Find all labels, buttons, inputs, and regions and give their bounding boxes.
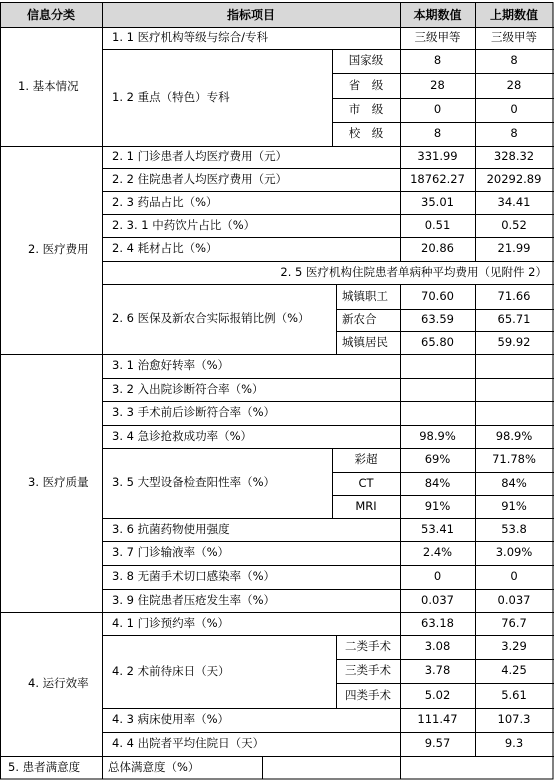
row-label: 2. 2 住院患者人均医疗费用（元） — [112, 171, 288, 186]
sub-label: 省 级 — [348, 77, 384, 92]
row-label: 3. 5 大型设备检查阳性率（%） — [112, 475, 276, 490]
section-cost: 2. 医疗费用 — [28, 242, 89, 257]
row-current: 65.80 — [421, 334, 454, 349]
row-label: 3. 9 住院患者压疮发生率（%） — [112, 592, 276, 607]
section-basic: 1. 基本情况 — [18, 78, 79, 93]
row-current: 331.99 — [417, 149, 458, 164]
row-previous: 76.7 — [501, 615, 527, 630]
row-current: 0.51 — [424, 217, 451, 232]
row-previous: 98.9% — [495, 428, 533, 443]
row-label: 2. 3. 1 中药饮片占比（%） — [112, 217, 256, 232]
row-previous: 0.52 — [501, 217, 527, 232]
row-label: 1. 1 医疗机构等级与综合/专科 — [112, 30, 268, 45]
row-current: 9.57 — [424, 736, 451, 751]
row-previous: 53.8 — [501, 521, 527, 536]
sub-label: 彩超 — [354, 452, 378, 467]
row-label: 总体满意度（%） — [108, 759, 200, 774]
row-label: 2. 4 耗材占比（%） — [112, 241, 218, 256]
sub-label: 四类手术 — [345, 687, 391, 702]
row-previous: 3.09% — [495, 545, 533, 560]
row-label: 3. 6 抗菌药物使用强度 — [112, 521, 230, 536]
row-current: 0.037 — [421, 592, 454, 607]
row-previous: 59.92 — [497, 334, 531, 349]
sub-label: MRI — [355, 498, 377, 513]
sub-label: 新农合 — [342, 312, 377, 327]
header-current: 本期数值 — [400, 2, 475, 27]
row-current: 28 — [430, 77, 445, 92]
row-label: 2. 3 药品占比（%） — [112, 194, 218, 209]
sub-label: 校 级 — [348, 126, 384, 141]
row-previous: 三级甲等 — [491, 30, 537, 45]
section-quality: 3. 医疗质量 — [28, 475, 89, 490]
row-previous: 8 — [510, 53, 518, 68]
row-previous: 20292.89 — [486, 171, 542, 186]
sub-label: 城镇居民 — [342, 334, 388, 349]
row-label: 2. 1 门诊患者人均医疗费用（元） — [112, 149, 288, 164]
header-previous: 上期数值 — [475, 2, 553, 27]
sub-label: 城镇职工 — [342, 288, 388, 303]
section-efficiency: 4. 运行效率 — [28, 676, 89, 691]
row-previous: 65.71 — [497, 312, 531, 327]
row-label: 4. 1 门诊预约率（%） — [112, 615, 230, 630]
row-current: 63.18 — [421, 615, 454, 630]
row-previous: 107.3 — [497, 712, 531, 727]
row-current: 5.02 — [424, 687, 451, 702]
row-label: 2. 6 医保及新农合实际报销比例（%） — [112, 311, 310, 326]
row-label: 4. 4 出院者平均住院日（天） — [112, 736, 265, 751]
header-indicator: 指标项目 — [102, 2, 400, 27]
row-previous: 21.99 — [497, 241, 531, 256]
row-previous: 0 — [510, 102, 518, 117]
row-current: 3.78 — [424, 663, 451, 678]
row-previous: 28 — [506, 77, 522, 92]
row-previous: 71.66 — [497, 288, 531, 303]
row-previous: 34.41 — [497, 194, 531, 209]
row-previous: 71.78% — [492, 452, 536, 467]
row-label: 2. 5 医疗机构住院患者单病种平均费用（见附件 2） — [280, 264, 547, 279]
sub-label: CT — [358, 475, 374, 490]
row-current: 18762.27 — [410, 171, 465, 186]
row-label: 1. 2 重点（特色）专科 — [112, 89, 230, 104]
row-current: 63.59 — [421, 312, 454, 327]
row-label: 3. 2 入出院诊断符合率（%） — [112, 381, 264, 396]
row-current: 111.47 — [417, 712, 458, 727]
row-previous: 5.61 — [501, 687, 527, 702]
row-current: 0 — [433, 569, 442, 584]
row-current: 53.41 — [421, 521, 454, 536]
sub-label: 三类手术 — [345, 663, 391, 678]
row-current: 84% — [424, 475, 451, 490]
header-category: 信息分类 — [0, 2, 102, 27]
row-previous: 328.32 — [493, 149, 535, 164]
row-current: 91% — [424, 498, 451, 513]
row-current: 三级甲等 — [414, 30, 461, 45]
sub-label: 市 级 — [348, 102, 384, 117]
row-previous: 84% — [501, 475, 527, 490]
row-label: 3. 7 门诊输液率（%） — [112, 545, 230, 560]
row-previous: 3.29 — [501, 639, 527, 654]
row-current: 3.08 — [424, 639, 451, 654]
row-current: 0 — [433, 102, 442, 117]
section-satisfaction: 5. 患者满意度 — [8, 759, 81, 774]
row-current: 8 — [433, 53, 442, 68]
row-current: 2.4% — [422, 545, 453, 560]
row-current: 35.01 — [421, 194, 454, 209]
row-label: 3. 8 无菌手术切口感染率（%） — [112, 569, 276, 584]
row-previous: 0.037 — [497, 592, 531, 607]
row-label: 4. 2 术前待床日（天） — [112, 663, 230, 678]
row-label: 3. 1 治愈好转率（%） — [112, 358, 230, 373]
row-label: 3. 4 急诊抢救成功率（%） — [112, 428, 253, 443]
row-current: 70.60 — [421, 288, 454, 303]
row-previous: 0 — [510, 569, 518, 584]
row-current: 98.9% — [419, 428, 456, 443]
sub-label: 国家级 — [348, 53, 384, 68]
row-previous: 8 — [510, 126, 518, 141]
row-label: 4. 3 病床使用率（%） — [112, 712, 230, 727]
row-label: 3. 3 手术前后诊断符合率（%） — [112, 405, 276, 420]
row-previous: 91% — [501, 498, 527, 513]
row-current: 8 — [433, 126, 442, 141]
row-previous: 4.25 — [501, 663, 527, 678]
sub-label: 二类手术 — [345, 639, 391, 654]
row-current: 69% — [424, 452, 451, 467]
row-current: 20.86 — [421, 241, 454, 256]
row-previous: 9.3 — [504, 736, 524, 751]
